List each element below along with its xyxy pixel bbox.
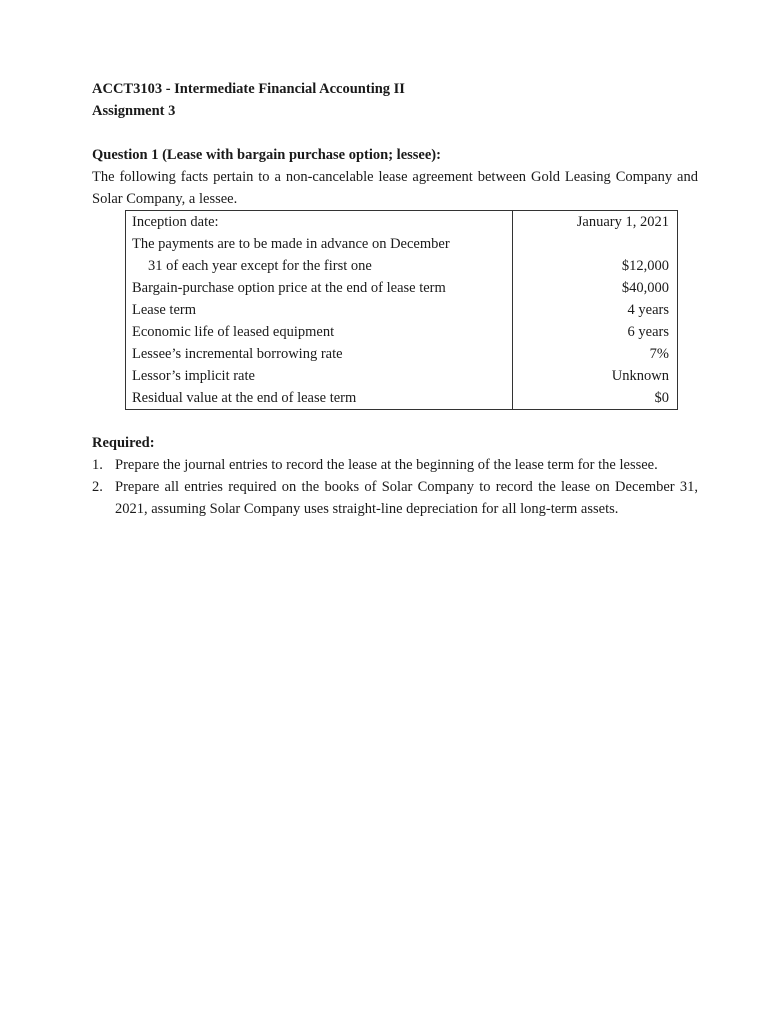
- table-row: [126, 233, 678, 255]
- fact-label: Economic life of leased equipment: [126, 321, 513, 343]
- lease-facts-table: [125, 210, 678, 410]
- table-row: [126, 255, 678, 277]
- fact-label: 31 of each year except for the first one: [126, 255, 513, 277]
- assignment-title: Assignment 3: [92, 103, 176, 119]
- list-item-text: Prepare the journal entries to record the lease at the beginning of the lease term for the lessee.: [115, 457, 658, 473]
- required-list: [92, 454, 698, 520]
- table-row: [126, 321, 678, 343]
- required-heading: Required:: [92, 435, 155, 451]
- fact-label: Residual value at the end of lease term: [126, 387, 513, 410]
- fact-label: Lease term: [126, 299, 513, 321]
- fact-value: $40,000: [621, 280, 669, 296]
- table-row: [126, 299, 678, 321]
- fact-value: January 1, 2021: [576, 214, 669, 230]
- fact-value: $12,000: [621, 258, 669, 274]
- fact-value: 6 years: [627, 324, 669, 340]
- fact-label: Bargain-purchase option price at the end of lease term: [126, 277, 513, 299]
- question-intro: The following facts pertain to a non-cancelable lease agreement between Gold Leasing Company and Solar Company, a lessee.: [92, 169, 698, 207]
- question-heading: Question 1 (Lease with bargain purchase option; lessee):: [92, 147, 441, 163]
- course-title: ACCT3103 - Intermediate Financial Accounting II: [92, 81, 405, 97]
- list-item-number: 1.: [92, 457, 103, 473]
- fact-value: 4 years: [627, 302, 669, 318]
- fact-value: $0: [654, 390, 669, 406]
- list-item: [92, 476, 698, 520]
- fact-value: Unknown: [611, 368, 669, 384]
- fact-label: Lessee’s incremental borrowing rate: [126, 343, 513, 365]
- fact-label: The payments are to be made in advance on December: [126, 233, 513, 255]
- table-row: [126, 211, 678, 234]
- fact-value: 7%: [649, 346, 669, 362]
- list-item-number: 2.: [92, 479, 103, 495]
- table-row: [126, 365, 678, 387]
- table-row: [126, 387, 678, 410]
- fact-label: Lessor’s implicit rate: [126, 365, 513, 387]
- fact-label: Inception date:: [126, 211, 513, 234]
- table-row: [126, 277, 678, 299]
- list-item-text: Prepare all entries required on the books of Solar Company to record the lease on December 31, 2021, assuming Solar Company uses straight-line depreciation for all long-term assets.: [115, 479, 698, 517]
- list-item: [92, 454, 698, 476]
- assignment-page: [92, 78, 698, 520]
- table-row: [126, 343, 678, 365]
- fact-value: [513, 233, 678, 255]
